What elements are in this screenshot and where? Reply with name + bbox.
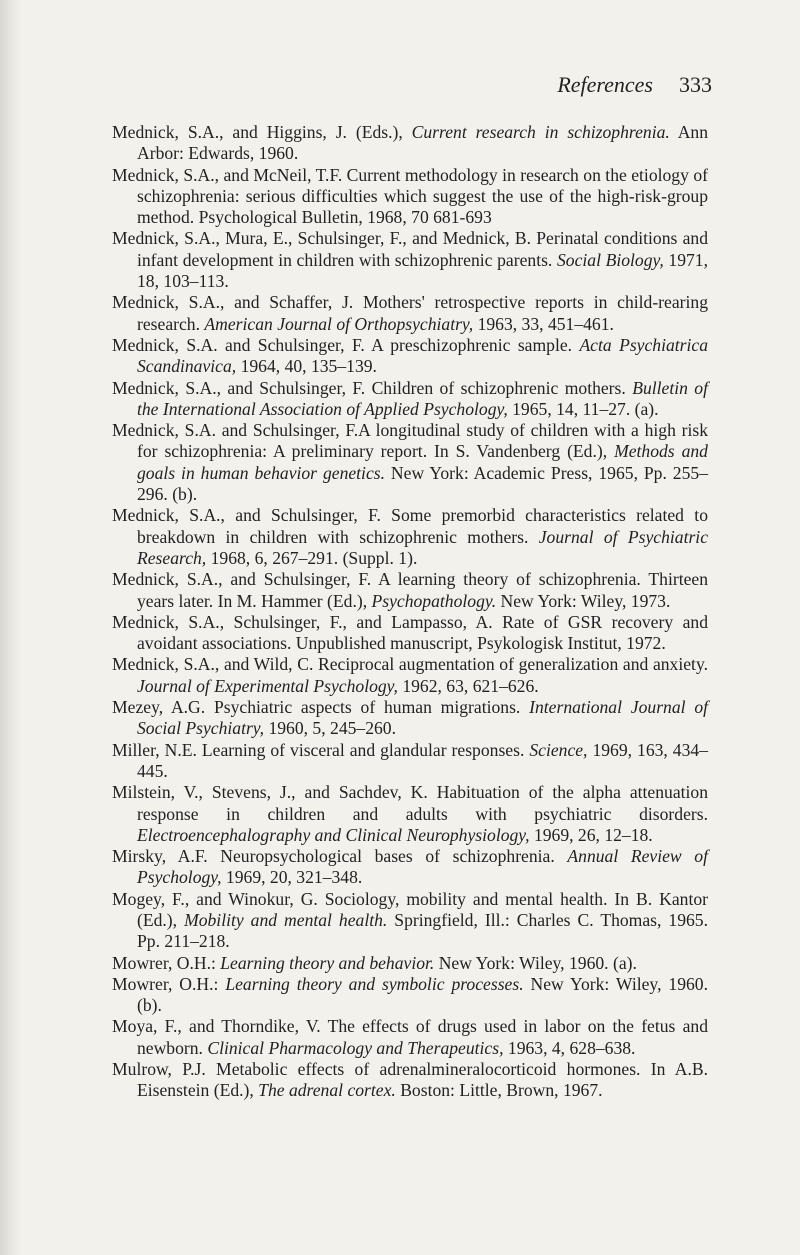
reference-details: Ann Arbor: Edwards, 1960. [137, 122, 708, 164]
reference-source-title: Journal of Psychiatric Research, [137, 526, 708, 568]
reference-text: Milstein, V., Stevens, J., and Sachdev, K. Habituation of the alpha attenuation response in children and adults with psychiatric disorders. [112, 782, 708, 824]
reference-details: 1964, 40, 135–139. [236, 356, 377, 377]
reference-text: Mednick, S.A., Schulsinger, F., and Lampasso, A. Rate of GSR recovery and avoidant associations. Unpublished manuscript, Psykologisk Institut, 1972. [112, 611, 708, 654]
reference-source-title: Annual Review of Psychology, [137, 846, 708, 888]
reference-text: Mednick, S.A., and Higgins, J. (Eds.), [112, 122, 412, 142]
reference-entry [112, 505, 708, 569]
reference-text: Mowrer, O.H.: [112, 973, 226, 994]
reference-text: Mednick, S.A., and Wild, C. Reciprocal augmentation of generalization and anxiety. [112, 654, 708, 675]
reference-source-title: Bulletin of the International Association of Applied Psychology, [137, 377, 708, 419]
reference-text: Mednick, S.A. and Schulsinger, F.A longitudinal study of children with a high risk for schizophrenia: A preliminary report. In S. Vandenberg (Ed.), [112, 420, 708, 462]
reference-source-title: Psychopathology. [371, 590, 497, 611]
reference-text: Mezey, A.G. Psychiatric aspects of human migrations. [112, 697, 530, 718]
reference-source-title: Mobility and mental health. [184, 909, 388, 930]
reference-text: Mednick, S.A., and Schaffer, J. Mothers' retrospective reports in child-rearing research. [112, 292, 708, 334]
reference-entry [112, 889, 708, 953]
reference-details: 1968, 6, 267–291. (Suppl. 1). [206, 547, 418, 568]
reference-text: Mowrer, O.H.: [112, 952, 221, 973]
reference-details: 1969, 20, 321–348. [221, 867, 363, 888]
reference-entry [112, 1059, 708, 1102]
reference-entry [112, 612, 708, 655]
reference-source-title: Acta Psychiatrica Scandinavica, [137, 334, 708, 377]
reference-entry [112, 782, 708, 846]
reference-source-title: Learning theory and behavior. [220, 952, 435, 973]
reference-entry [112, 740, 708, 783]
reference-details: New York: Wiley, 1960. (b). [137, 973, 708, 1016]
reference-entry [112, 228, 708, 292]
reference-list [112, 122, 708, 1102]
reference-text: Moya, F., and Thorndike, V. The effects of drugs used in labor on the fetus and newborn. [112, 1016, 708, 1058]
reference-details: New York: Academic Press, 1965, Pp. 255–296. (b). [137, 462, 708, 505]
reference-text: Miller, N.E. Learning of visceral and glandular responses. [112, 739, 530, 760]
reference-source-title: The adrenal cortex. [258, 1080, 396, 1101]
reference-text: Mogey, F., and Winokur, G. Sociology, mobility and mental health. In B. Kantor (Ed.), [112, 888, 708, 930]
reference-entry [112, 292, 708, 335]
reference-details: Springfield, Ill.: Charles C. Thomas, 1965. Pp. 211–218. [137, 909, 708, 952]
reference-entry [112, 378, 708, 421]
reference-details: Boston: Little, Brown, 1967. [395, 1080, 603, 1101]
reference-source-title: Current research in schizophrenia. [411, 122, 670, 142]
reference-text: Mednick, S.A., and Schulsinger, F. A learning theory of schizophrenia. Thirteen years later. In M. Hammer (Ed.), [112, 569, 708, 611]
reference-entry [112, 165, 708, 229]
reference-entry [112, 420, 708, 505]
reference-source-title: Journal of Experimental Psychology, [137, 675, 398, 696]
reference-details: 1965, 14, 11–27. (a). [507, 398, 659, 419]
reference-text: Mednick, S.A., and McNeil, T.F. Current methodology in research on the etiology of schizophrenia: serious difficulties which suggest the use of the high-risk-group method. Psychological Bulletin, 1968, 70 681-693 [112, 164, 708, 228]
reference-text: Mednick, S.A., and Schulsinger, F. Some premorbid characteristics related to breakdown in children with schizophrenic mothers. [112, 505, 708, 547]
reference-entry [112, 654, 708, 697]
reference-details: 1963, 33, 451–461. [473, 313, 614, 334]
reference-text: Mednick, S.A., Mura, E., Schulsinger, F., and Mednick, B. Perinatal conditions and infant development in children with schizophrenic parents. [112, 228, 708, 270]
page-gutter-shadow [0, 0, 22, 1255]
reference-entry [112, 1016, 708, 1059]
reference-entry [112, 974, 708, 1017]
running-head [557, 72, 712, 98]
reference-source-title: Science, [529, 739, 588, 760]
reference-text: Mednick, S.A., and Schulsinger, F. Children of schizophrenic mothers. [112, 377, 633, 398]
reference-entry [112, 697, 708, 740]
reference-details: New York: Wiley, 1960. (a). [434, 952, 637, 973]
reference-entry [112, 953, 708, 974]
reference-text: Mulrow, P.J. Metabolic effects of adrenalmineralocorticoid hormones. In A.B. Eisenstein (Ed.), [112, 1059, 708, 1101]
reference-text: Mednick, S.A. and Schulsinger, F. A preschizophrenic sample. [112, 334, 580, 355]
reference-details: 1960, 5, 245–260. [264, 718, 396, 739]
reference-source-title: Learning theory and symbolic processes. [225, 973, 524, 994]
reference-details: 1969, 163, 434–445. [137, 739, 708, 781]
reference-details: 1971, 18, 103–113. [137, 249, 709, 292]
page-number: 333 [679, 72, 712, 97]
reference-source-title: International Journal of Social Psychiatry, [137, 697, 709, 739]
reference-entry [112, 846, 708, 889]
reference-text: Mirsky, A.F. Neuropsychological bases of schizophrenia. [112, 846, 568, 867]
reference-details: 1962, 63, 621–626. [397, 675, 539, 696]
reference-source-title: Electroencephalography and Clinical Neurophysiology, [137, 824, 530, 845]
reference-details: 1963, 4, 628–638. [503, 1037, 636, 1058]
reference-entry [112, 122, 708, 165]
reference-entry [112, 569, 708, 612]
reference-entry [112, 335, 708, 378]
reference-source-title: American Journal of Orthopsychiatry, [204, 313, 474, 334]
reference-details: 1969, 26, 12–18. [529, 824, 653, 845]
reference-source-title: Methods and goals in human behavior genetics. [137, 441, 708, 483]
section-title: References [557, 72, 653, 97]
reference-source-title: Social Biology, [556, 249, 664, 270]
reference-source-title: Clinical Pharmacology and Therapeutics, [207, 1037, 504, 1058]
reference-details: New York: Wiley, 1973. [496, 590, 671, 611]
